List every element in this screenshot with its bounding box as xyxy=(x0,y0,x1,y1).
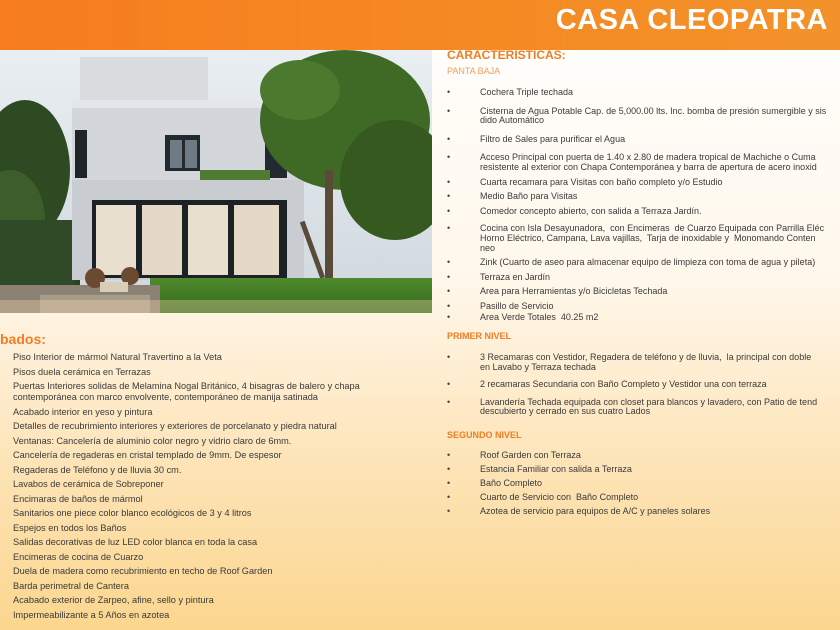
list-item: Espejos en todos los Baños xyxy=(13,522,127,533)
list-item: Puertas Interiores solidas de Melamina Nogal Británico, 4 bisagras de balero y chapa contemporánea con marco envolvente, contemporáneo de manija satinada xyxy=(13,381,360,402)
list-item xyxy=(447,207,840,217)
list-item xyxy=(447,398,840,417)
list-item-text: Lavandería Techada equipada con closet para blancos y lavadero, con Patio de tend descubierto y cerrado en sus cuatro Lados xyxy=(480,397,818,417)
page-title: CASA CLEOPATRA xyxy=(555,4,828,36)
list-item: Acabado exterior de Zarpeo, afine, sello y pintura xyxy=(13,595,214,605)
features-heading: CARACTERISTICAS: xyxy=(447,48,566,62)
list-item-text: Terraza en Jardín xyxy=(480,272,551,282)
list-item xyxy=(447,135,840,145)
list-item: Cancelería de regaderas en cristal templado de 9mm. De espesor xyxy=(13,450,282,460)
list-item-text: Medio Baño para Visitas xyxy=(480,192,578,202)
bullet: • xyxy=(447,106,451,116)
list-item-text: Acceso Principal con puerta de 1.40 x 2.80 de madera tropical de Machiche o Cuma resistente al exterior con Chapa Contemporánea y barra de apertura de acero inoxid xyxy=(480,153,817,172)
list-item: Lavabos de cerámica de Sobreponer xyxy=(13,479,164,489)
bullet: • xyxy=(447,380,451,390)
bullet: • xyxy=(447,177,451,187)
bullet: • xyxy=(447,272,451,282)
features-panel xyxy=(447,46,840,517)
bullet: • xyxy=(447,134,451,144)
list-item xyxy=(447,224,840,253)
list-item xyxy=(447,192,840,202)
list-item-text: Cisterna de Agua Potable Cap. de 5,000.00 lts. Inc. bomba de presión sumergible y sis dido Automático xyxy=(480,106,827,126)
list-item-text: Comedor concepto abierto, con salida a Terraza Jardín. xyxy=(480,206,702,216)
planta-baja-heading: PANTA BAJA xyxy=(447,66,501,76)
list-item xyxy=(447,302,840,312)
bullet: • xyxy=(447,312,451,322)
list-item-text: Roof Garden con Terraza xyxy=(480,451,581,461)
list-item xyxy=(447,313,840,323)
list-item-text: Cuarto de Servicio con Baño Completo xyxy=(480,493,639,503)
bullet: • xyxy=(447,192,451,202)
list-item-text: Área Verde Totales 40.25 m2 xyxy=(480,312,599,322)
list-item xyxy=(447,258,840,268)
list-item-text: Estancia Familiar con salida a Terraza xyxy=(480,465,632,475)
list-item-text: Baño Completo xyxy=(480,479,543,489)
list-item: Pisos duela cerámica en Terrazas xyxy=(13,366,151,377)
bullet: • xyxy=(447,451,451,461)
primer-nivel-heading: PRIMER NIVEL xyxy=(447,331,512,342)
list-item xyxy=(447,479,840,489)
list-item-text: Pasillo de Servicio xyxy=(480,301,554,311)
list-item: Acabado interior en yeso y pintura xyxy=(13,406,153,417)
house-photo xyxy=(0,50,432,313)
list-item: Impermeabilizante a 5 Años en azotea xyxy=(13,609,170,620)
bullet: • xyxy=(447,258,451,268)
bullet: • xyxy=(447,224,451,234)
list-item: Detalles de recubrimiento interiores y exteriores de porcelanato y piedra natural xyxy=(13,421,337,431)
bullet: • xyxy=(447,206,451,216)
list-item xyxy=(447,107,840,126)
bullet: • xyxy=(447,479,451,489)
list-item xyxy=(447,493,840,503)
bullet: • xyxy=(447,353,451,363)
list-item xyxy=(447,88,840,98)
list-item: Encimeras de cocina de Cuarzo xyxy=(13,551,144,562)
list-item-text: Cuarta recamara para Visitas con baño completo y/o Estudio xyxy=(480,177,723,187)
list-item: Barda perimetral de Cantera xyxy=(13,580,129,591)
list-item: Duela de madera como recubrimiento en techo de Roof Garden xyxy=(13,566,273,576)
list-item xyxy=(447,353,840,372)
bullet: • xyxy=(447,301,451,311)
bullet: • xyxy=(447,493,451,503)
primer-nivel-list xyxy=(447,353,840,417)
list-item-text: 2 recamaras Secundaria con Baño Completo y Vestidor una con terraza xyxy=(480,380,767,390)
list-item-text: Cochera Triple techada xyxy=(480,88,574,97)
segundo-nivel-heading: SEGUNDO NIVEL xyxy=(447,430,522,441)
list-item: Regaderas de Teléfono y de lluvia 30 cm. xyxy=(13,464,182,475)
list-item xyxy=(447,273,840,283)
header-bar xyxy=(0,0,840,50)
list-item: Sanitarios one piece color blanco ecológicos de 3 y 4 litros xyxy=(13,508,252,518)
list-item xyxy=(447,178,840,188)
list-item-text: Azotea de servicio para equipos de A/C y paneles solares xyxy=(480,507,711,517)
bullet: • xyxy=(447,153,451,163)
bullet: • xyxy=(447,465,451,475)
list-item-text: 3 Recamaras con Vestidor, Regadera de teléfono y de lluvia, la principal con doble en Lavabo y Terraza techada xyxy=(480,353,812,372)
house-render-image xyxy=(0,50,432,313)
list-item-text: Área para Herramientas y/o Bicicletas Techada xyxy=(480,287,668,297)
list-item: Salidas decorativas de luz LED color blanca en toda la casa xyxy=(13,537,258,547)
list-item-text: Zink (Cuarto de aseo para almacenar equipo de limpieza con toma de agua y pileta) xyxy=(480,258,816,268)
list-item: Ventanas: Cancelería de aluminio color negro y vidrio claro de 6mm. xyxy=(13,435,292,446)
list-item xyxy=(447,380,840,390)
list-item: Encimaras de baños de mármol xyxy=(13,493,143,504)
bullet: • xyxy=(447,287,451,297)
bullet: • xyxy=(447,397,451,407)
list-item-text: Cocina con Isla Desayunadora, con Encimeras de Cuarzo Equipada con Parrilla Eléc Horno Eléctrico, Campana, Lava vajillas, Tarja de inoxidable y Monomando Conten neo xyxy=(480,224,825,253)
planta-baja-list xyxy=(447,88,840,322)
list-item: Piso Interior de mármol Natural Travertino a la Veta xyxy=(13,352,222,362)
list-item xyxy=(447,153,840,172)
list-item xyxy=(447,451,840,461)
segundo-nivel-list xyxy=(447,451,840,517)
finishes-list xyxy=(13,352,433,624)
bullet: • xyxy=(447,88,451,97)
bullet: • xyxy=(447,507,451,517)
list-item-text: Filtro de Sales para purificar el Agua xyxy=(480,134,626,144)
left-section-title: bados: xyxy=(0,331,46,347)
list-item xyxy=(447,465,840,475)
list-item xyxy=(447,287,840,297)
list-item xyxy=(447,507,840,517)
